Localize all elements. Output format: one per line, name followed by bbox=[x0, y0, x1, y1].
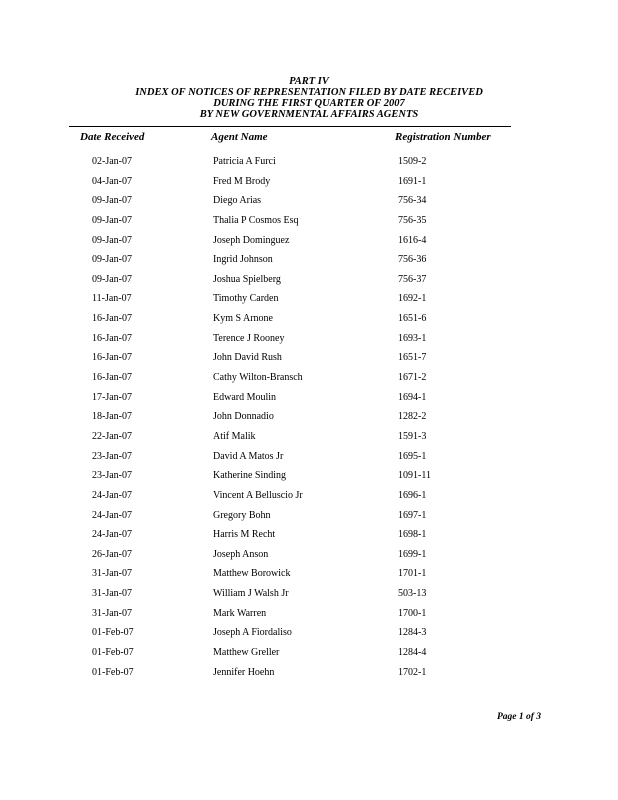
cell-agent-name: Vincent A Belluscio Jr bbox=[213, 489, 303, 501]
table-row bbox=[0, 490, 618, 510]
cell-agent-name: Joshua Spielberg bbox=[213, 273, 281, 285]
table-header bbox=[0, 131, 618, 145]
cell-registration-number: 756-36 bbox=[398, 254, 427, 266]
cell-date-received: 09-Jan-07 bbox=[92, 234, 132, 246]
cell-agent-name: John David Rush bbox=[213, 352, 282, 364]
cell-registration-number: 503-13 bbox=[398, 588, 427, 600]
cell-date-received: 31-Jan-07 bbox=[92, 568, 132, 580]
cell-agent-name: Joseph Anson bbox=[213, 548, 269, 560]
table-row bbox=[0, 451, 618, 471]
cell-agent-name: Harris M Recht bbox=[213, 529, 276, 541]
table-row bbox=[0, 568, 618, 588]
cell-agent-name: Matthew Borowick bbox=[213, 568, 291, 580]
table-row bbox=[0, 333, 618, 353]
cell-registration-number: 1091-11 bbox=[398, 470, 431, 482]
page-number: Page 1 of 3 bbox=[497, 712, 542, 722]
cell-date-received: 04-Jan-07 bbox=[92, 175, 132, 187]
cell-agent-name: Edward Moulin bbox=[213, 391, 277, 403]
cell-registration-number: 1282-2 bbox=[398, 411, 427, 423]
cell-agent-name: Katherine Sinding bbox=[213, 470, 287, 482]
cell-date-received: 31-Jan-07 bbox=[92, 607, 132, 619]
column-header-registration: Registration Number bbox=[395, 131, 491, 143]
table-row bbox=[0, 215, 618, 235]
title-line-3: DURING THE FIRST QUARTER OF 2007 bbox=[213, 98, 405, 109]
cell-registration-number: 1616-4 bbox=[398, 234, 427, 246]
table-row bbox=[0, 510, 618, 530]
cell-registration-number: 1671-2 bbox=[398, 372, 427, 384]
table-row bbox=[0, 647, 618, 667]
cell-registration-number: 1509-2 bbox=[398, 156, 427, 167]
cell-agent-name: Atif Malik bbox=[213, 430, 256, 442]
table-row bbox=[0, 470, 618, 490]
cell-registration-number: 1701-1 bbox=[398, 568, 427, 580]
cell-date-received: 22-Jan-07 bbox=[92, 430, 132, 442]
cell-agent-name: Gregory Bohn bbox=[213, 509, 271, 521]
cell-registration-number: 1702-1 bbox=[398, 666, 427, 678]
column-header-agent: Agent Name bbox=[211, 131, 268, 143]
table-row bbox=[0, 235, 618, 255]
cell-agent-name: Joseph Dominguez bbox=[213, 234, 290, 246]
cell-registration-number: 1693-1 bbox=[398, 332, 427, 344]
cell-registration-number: 756-35 bbox=[398, 214, 427, 226]
cell-agent-name: Cathy Wilton-Bransch bbox=[213, 372, 303, 384]
cell-registration-number: 1691-1 bbox=[398, 175, 427, 187]
cell-registration-number: 1696-1 bbox=[398, 489, 427, 501]
document-title bbox=[0, 76, 618, 120]
cell-agent-name: Mark Warren bbox=[213, 607, 267, 619]
table-row bbox=[0, 195, 618, 215]
cell-date-received: 23-Jan-07 bbox=[92, 470, 132, 482]
cell-agent-name: Diego Arias bbox=[213, 195, 262, 207]
cell-registration-number: 1699-1 bbox=[398, 548, 427, 560]
cell-registration-number: 1651-7 bbox=[398, 352, 427, 364]
cell-date-received: 24-Jan-07 bbox=[92, 509, 132, 521]
cell-date-received: 02-Jan-07 bbox=[92, 156, 132, 167]
cell-registration-number: 1695-1 bbox=[398, 450, 427, 462]
cell-date-received: 01-Feb-07 bbox=[92, 647, 134, 659]
cell-registration-number: 1700-1 bbox=[398, 607, 427, 619]
cell-date-received: 01-Feb-07 bbox=[92, 627, 134, 639]
cell-agent-name: Fred M Brody bbox=[213, 175, 271, 187]
cell-date-received: 17-Jan-07 bbox=[92, 391, 132, 403]
cell-agent-name: Patricia A Furci bbox=[213, 156, 276, 167]
title-line-2: INDEX OF NOTICES OF REPRESENTATION FILED BY DATE RECEIVED bbox=[135, 87, 483, 98]
cell-agent-name: Joseph A Fiordaliso bbox=[213, 627, 292, 639]
cell-date-received: 16-Jan-07 bbox=[92, 332, 132, 344]
cell-date-received: 18-Jan-07 bbox=[92, 411, 132, 423]
column-header-date: Date Received bbox=[80, 131, 145, 143]
table-row bbox=[0, 352, 618, 372]
cell-date-received: 31-Jan-07 bbox=[92, 588, 132, 600]
table-row bbox=[0, 411, 618, 431]
cell-registration-number: 1284-3 bbox=[398, 627, 427, 639]
cell-date-received: 16-Jan-07 bbox=[92, 372, 132, 384]
table-row bbox=[0, 588, 618, 608]
header-rule bbox=[69, 126, 511, 127]
table-row bbox=[0, 549, 618, 569]
cell-date-received: 23-Jan-07 bbox=[92, 450, 132, 462]
cell-agent-name: Jennifer Hoehn bbox=[213, 666, 275, 678]
cell-registration-number: 1697-1 bbox=[398, 509, 427, 521]
cell-date-received: 16-Jan-07 bbox=[92, 313, 132, 325]
cell-date-received: 09-Jan-07 bbox=[92, 195, 132, 207]
cell-date-received: 01-Feb-07 bbox=[92, 666, 134, 678]
cell-agent-name: Timothy Carden bbox=[213, 293, 279, 305]
cell-registration-number: 756-37 bbox=[398, 273, 427, 285]
cell-date-received: 09-Jan-07 bbox=[92, 273, 132, 285]
cell-date-received: 11-Jan-07 bbox=[92, 293, 132, 305]
cell-agent-name: William J Walsh Jr bbox=[213, 588, 289, 600]
table-row bbox=[0, 313, 618, 333]
table-row bbox=[0, 372, 618, 392]
table-row bbox=[0, 431, 618, 451]
table-body bbox=[0, 156, 618, 686]
cell-date-received: 24-Jan-07 bbox=[92, 489, 132, 501]
table-row bbox=[0, 627, 618, 647]
cell-date-received: 16-Jan-07 bbox=[92, 352, 132, 364]
table-row bbox=[0, 392, 618, 412]
table-row bbox=[0, 176, 618, 196]
cell-agent-name: John Donnadio bbox=[213, 411, 274, 423]
cell-date-received: 09-Jan-07 bbox=[92, 214, 132, 226]
table-row bbox=[0, 667, 618, 687]
table-row bbox=[0, 156, 618, 176]
cell-registration-number: 1591-3 bbox=[398, 430, 427, 442]
table-row bbox=[0, 254, 618, 274]
cell-date-received: 24-Jan-07 bbox=[92, 529, 132, 541]
cell-registration-number: 1651-6 bbox=[398, 313, 427, 325]
cell-agent-name: Thalia P Cosmos Esq bbox=[213, 214, 299, 226]
cell-registration-number: 1284-4 bbox=[398, 647, 427, 659]
table-row bbox=[0, 529, 618, 549]
cell-agent-name: Matthew Greller bbox=[213, 647, 280, 659]
cell-date-received: 26-Jan-07 bbox=[92, 548, 132, 560]
table-row bbox=[0, 274, 618, 294]
table-row bbox=[0, 293, 618, 313]
cell-date-received: 09-Jan-07 bbox=[92, 254, 132, 266]
cell-registration-number: 756-34 bbox=[398, 195, 427, 207]
cell-registration-number: 1694-1 bbox=[398, 391, 427, 403]
cell-agent-name: David A Matos Jr bbox=[213, 450, 284, 462]
cell-registration-number: 1692-1 bbox=[398, 293, 427, 305]
title-line-1: PART IV bbox=[289, 76, 329, 87]
title-line-4: BY NEW GOVERNMENTAL AFFAIRS AGENTS bbox=[199, 109, 419, 120]
cell-agent-name: Ingrid Johnson bbox=[213, 254, 273, 266]
cell-agent-name: Kym S Arnone bbox=[213, 313, 273, 325]
cell-agent-name: Terence J Rooney bbox=[213, 332, 285, 344]
table-row bbox=[0, 608, 618, 628]
cell-registration-number: 1698-1 bbox=[398, 529, 427, 541]
